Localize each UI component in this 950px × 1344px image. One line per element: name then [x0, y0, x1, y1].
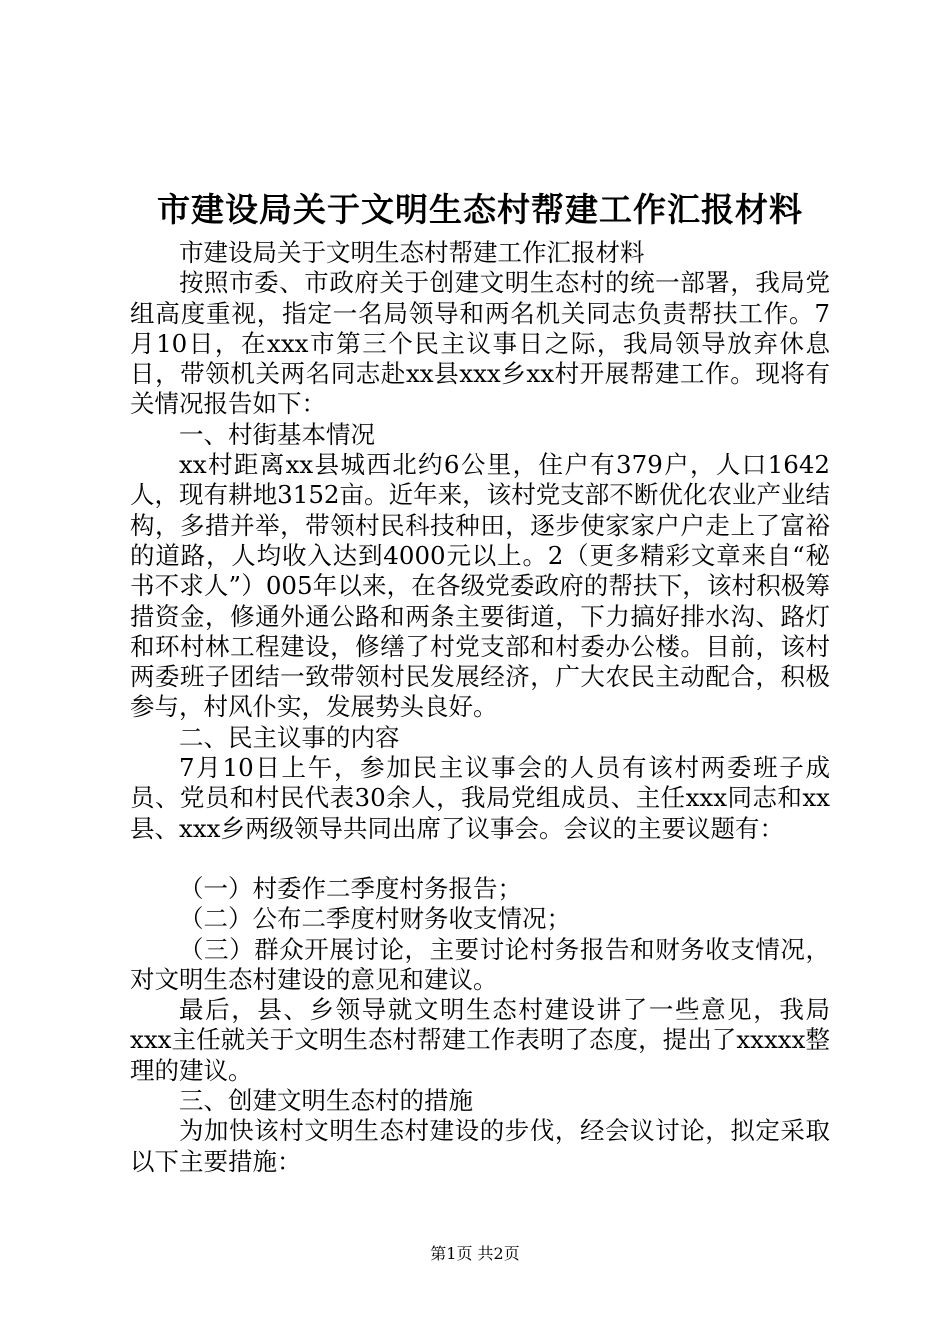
agenda-item-1: （一）村委作二季度村务报告；: [179, 873, 522, 903]
paragraph-meeting: 7月10日上午，参加民主议事会的人员有该村两委班子成员、党员和村民代表30余人，我局党组成员、主任xxx同志和xx县、xxx乡两级领导共同出席了议事会。会议的主要议题有：: [130, 753, 830, 843]
section-heading-2: 二、民主议事的内容: [179, 722, 400, 752]
section-heading-3: 三、创建文明生态村的措施: [179, 1086, 473, 1116]
paragraph-conclusion: 最后，县、乡领导就文明生态村建设讲了一些意见，我局xxx主任就关于文明生态村帮建工作表明了态度，提出了xxxxx整理的建议。: [130, 995, 830, 1085]
page-number: 第1页 共2页: [430, 1244, 520, 1263]
agenda-item-2: （二）公布二季度村财务收支情况；: [179, 904, 571, 934]
paragraph-measures: 为加快该村文明生态村建设的步伐，经会议讨论，拟定采取以下主要措施：: [130, 1116, 830, 1176]
document-body: [130, 238, 830, 1177]
paragraph-village-info: xx村距离xx县城西北约6公里，住户有379户，人口1642人，现有耕地3152亩。近年来，该村党支部不断优化农业产业结构，多措并举，带领村民科技种田，逐步使家家户户走上了富裕的道路，人均收入达到4000元以上。2（更多精彩文章来自“秘书不求人”）005年以来，在各级党委政府的帮扶下，该村积极筹措资金，修通外通公路和两条主要街道，下力搞好排水沟、路灯和环村林工程建设，修缮了村党支部和村委办公楼。目前，该村两委班子团结一致带领村民发展经济，广大农民主动配合，积极参与，村风仆实，发展势头良好。: [130, 450, 830, 722]
section-heading-1: 一、村街基本情况: [179, 419, 375, 449]
agenda-item-3: （三）群众开展讨论，主要讨论村务报告和财务收支情况，对文明生态村建设的意见和建议。: [130, 934, 830, 994]
paragraph-intro: 按照市委、市政府关于创建文明生态村的统一部署，我局党组高度重视，指定一名局领导和两名机关同志负责帮扶工作。7月10日，在xxx市第三个民主议事日之际，我局领导放弃休息日，带领机关两名同志赴xx县xxx乡xx村开展帮建工作。现将有关情况报告如下：: [130, 268, 830, 419]
document-title: 市建设局关于文明生态村帮建工作汇报材料: [157, 190, 803, 229]
paragraph-subtitle: 市建设局关于文明生态村帮建工作汇报材料: [179, 238, 645, 267]
